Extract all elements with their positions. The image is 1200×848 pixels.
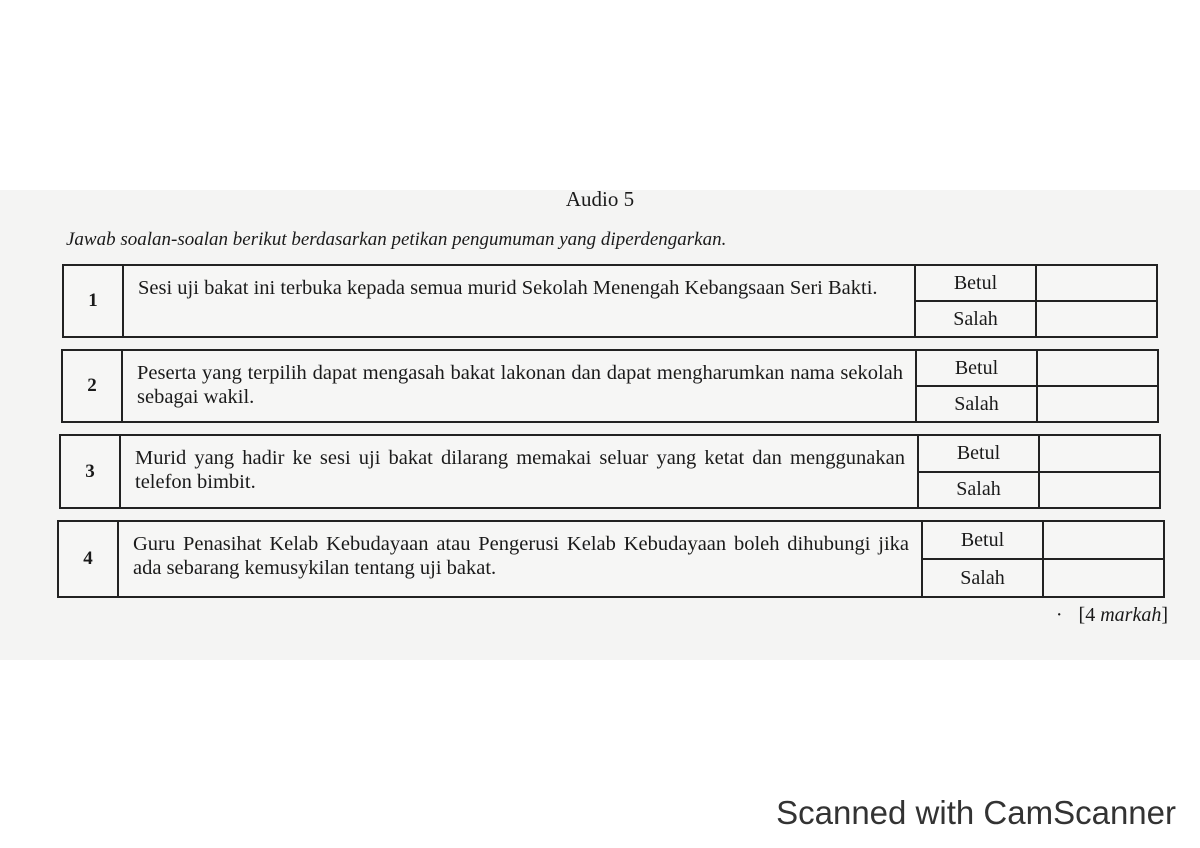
instruction-text: Jawab soalan-soalan berikut berdasarkan petikan pengumuman yang diperdengarkan. [66,229,727,250]
question-number: 3 [61,436,121,507]
salah-label: Salah [919,473,1040,508]
question-number: 2 [63,351,123,421]
option-row-betul [916,266,1156,300]
marks-word: markah [1100,604,1162,626]
salah-answer-box[interactable] [1037,302,1156,336]
marks-close: ] [1161,604,1168,626]
question-text: Peserta yang terpilih dapat mengasah bakat lakonan dan dapat mengharumkan nama sekolah sebagai wakil. [123,351,917,421]
salah-label: Salah [917,387,1038,421]
answer-options [916,266,1156,336]
question-number: 4 [59,522,119,596]
question-4 [57,520,1165,598]
option-row-salah [923,558,1163,596]
betul-label: Betul [919,436,1040,471]
total-marks [1056,604,1168,627]
question-text: Sesi uji bakat ini terbuka kepada semua murid Sekolah Menengah Kebangsaan Seri Bakti. [124,266,916,336]
betul-answer-box[interactable] [1037,266,1156,300]
salah-label: Salah [916,302,1037,336]
betul-answer-box[interactable] [1040,436,1159,471]
question-3 [59,434,1161,509]
question-number: 1 [64,266,124,336]
option-row-salah [916,300,1156,336]
salah-answer-box[interactable] [1044,560,1163,596]
salah-label: Salah [923,560,1044,596]
betul-answer-box[interactable] [1038,351,1157,385]
bullet-dot: · [1055,604,1063,626]
betul-answer-box[interactable] [1044,522,1163,558]
betul-label: Betul [917,351,1038,385]
page-title: Audio 5 [565,187,635,211]
question-1 [62,264,1158,338]
camscanner-watermark: Scanned with CamScanner [776,794,1176,831]
betul-label: Betul [916,266,1037,300]
option-row-salah [919,471,1159,508]
answer-options [919,436,1159,507]
answer-options [923,522,1163,596]
option-row-betul [917,351,1157,385]
option-row-betul [919,436,1159,471]
salah-answer-box[interactable] [1040,473,1159,508]
answer-options [917,351,1157,421]
question-text: Guru Penasihat Kelab Kebudayaan atau Pengerusi Kelab Kebudayaan boleh dihubungi jika ada sebarang kemusykilan tentang uji bakat. [119,522,923,596]
betul-label: Betul [923,522,1044,558]
option-row-salah [917,385,1157,421]
question-text: Murid yang hadir ke sesi uji bakat dilarang memakai seluar yang ketat dan menggunakan telefon bimbit. [121,436,919,507]
marks-open: [4 [1078,604,1101,626]
option-row-betul [923,522,1163,558]
question-2 [61,349,1159,423]
salah-answer-box[interactable] [1038,387,1157,421]
